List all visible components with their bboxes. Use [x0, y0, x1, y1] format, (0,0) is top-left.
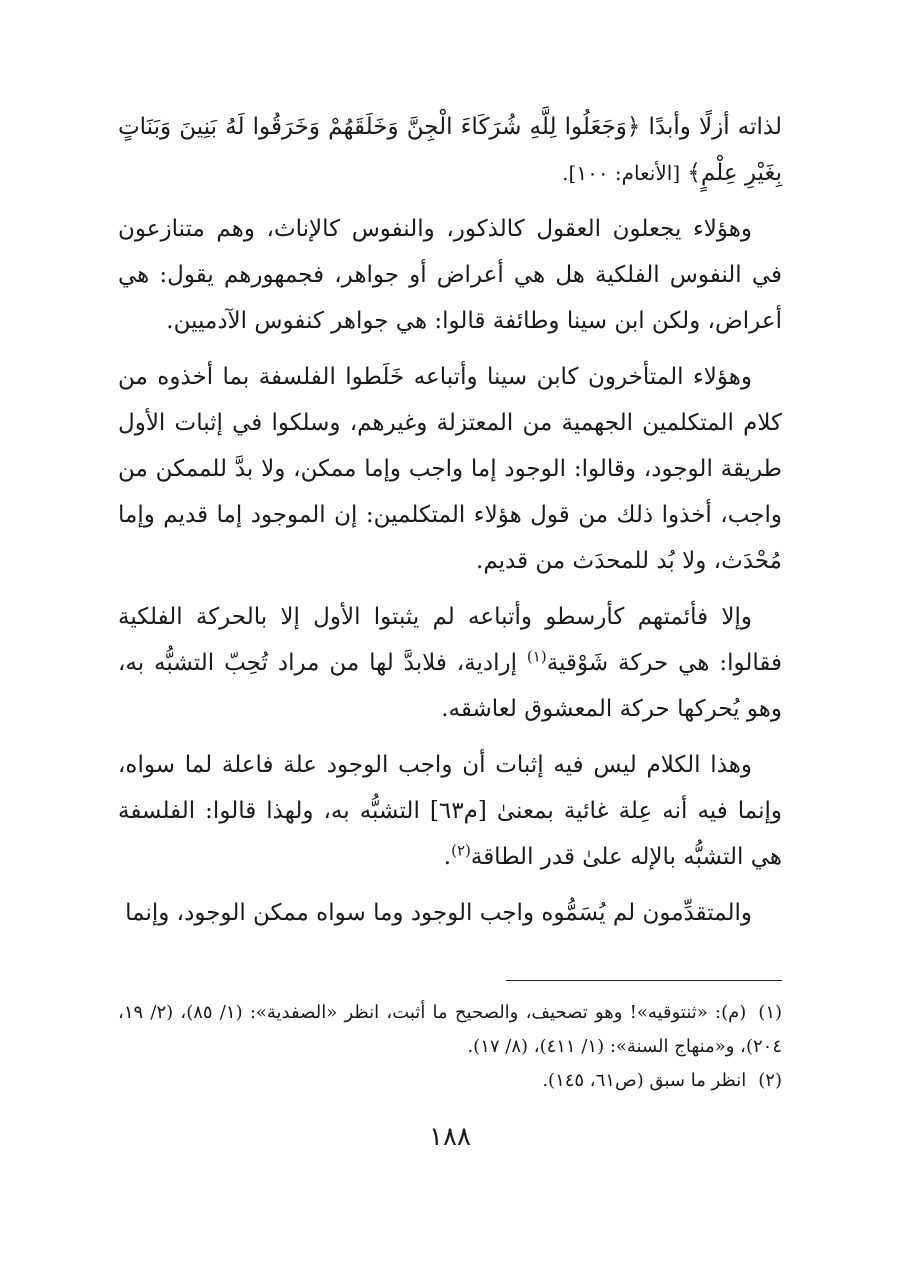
paragraph-1	[118, 104, 782, 196]
footnotes	[118, 996, 782, 1098]
paragraph-5	[118, 742, 782, 880]
footnote-1-number: (١)	[758, 1002, 783, 1023]
verse-citation: [الأنعام: ١٠٠].	[562, 161, 681, 185]
paragraph-3: وهؤلاء المتأخرون كابن سينا وأتباعه خَلَطوا الفلسفة بما أخذوه من كلام المتكلمين الجهمية من المعتزلة وغيرهم، وسلكوا في إثبات الأول طريقة الوجود، وقالوا: الوجود إما واجب وإما ممكن، ولا بدَّ للممكن من واجب، أخذوا ذلك من قول هؤلاء المتكلمين: إن الموجود إما قديم وإما مُحْدَث، ولا بُد للمحدَث من قديم.	[118, 364, 782, 574]
paragraph-6: والمتقدِّمون لم يُسَمُّوه واجب الوجود وما سواه ممكن الوجود، وإنما	[125, 900, 752, 926]
footnote-1-text: (م): «ثنتوقيه»! وهو تصحيف، والصحيح ما أثبت، انظر «الصفدية»: (١/ ٨٥)، (٢/ ١٩، ٢٠٤)، و«منهاج السنة»: (١/ ٤١١)، (٨/ ١٧).	[118, 1002, 782, 1057]
paragraph-5-text-a: وهذا الكلام ليس فيه إثبات أن واجب الوجود علة فاعلة لما سواه، وإنما فيه أنه عِلة غائية بمعنىٰ [م٦٣] التشبُّه به، ولهذا قالوا: الفلسفة هي التشبُّه بالإله علىٰ قدر الطاقة	[118, 752, 782, 870]
quran-verse: ﴿وَجَعَلُوا لِلَّهِ شُرَكَاءَ الْجِنَّ وَخَلَقَهُمْ وَخَرَقُوا لَهُ بَنِينَ وَبَنَاتٍ بِغَيْرِ عِلْمٍ﴾	[118, 114, 782, 186]
footnote-2-text: انظر ما سبق (ص٦١، ١٤٥).	[542, 1070, 747, 1091]
paragraph-5-text-b: .	[443, 844, 452, 870]
paragraph-4-text-b: إرادية، فلابدَّ لها من مراد تُحِبّ التشبُّه به، وهو يُحركها حركة المعشوق لعاشقه.	[118, 650, 782, 722]
paragraph-4-text-a: وإلا فأئمتهم كأرسطو وأتباعه لم يثبتوا الأول إلا بالحركة الفلكية فقالوا: هي حركة شَوْقية	[118, 604, 782, 676]
footnote-ref-2[interactable]: (٢)	[451, 841, 471, 860]
paragraph-2: وهؤلاء يجعلون العقول كالذكور، والنفوس كالإناث، وهم متنازعون في النفوس الفلكية هل هي أعراض أو جواهر، فجمهورهم يقول: هي أعراض، ولكن ابن سينا وطائفة قالوا: هي جواهر كنفوس الآدميين.	[118, 216, 782, 334]
page-number: ١٨٨	[429, 1122, 471, 1152]
main-text	[118, 104, 782, 946]
paragraph-1-lead: لذاته أزلًا وأبدًا	[640, 114, 782, 140]
footnote-divider	[506, 980, 782, 981]
paragraph-4	[118, 594, 782, 732]
footnote-2-number: (٢)	[758, 1070, 782, 1091]
footnote-1	[118, 996, 782, 1064]
footnote-2	[118, 1064, 782, 1098]
footnote-ref-1[interactable]: (١)	[526, 647, 547, 666]
